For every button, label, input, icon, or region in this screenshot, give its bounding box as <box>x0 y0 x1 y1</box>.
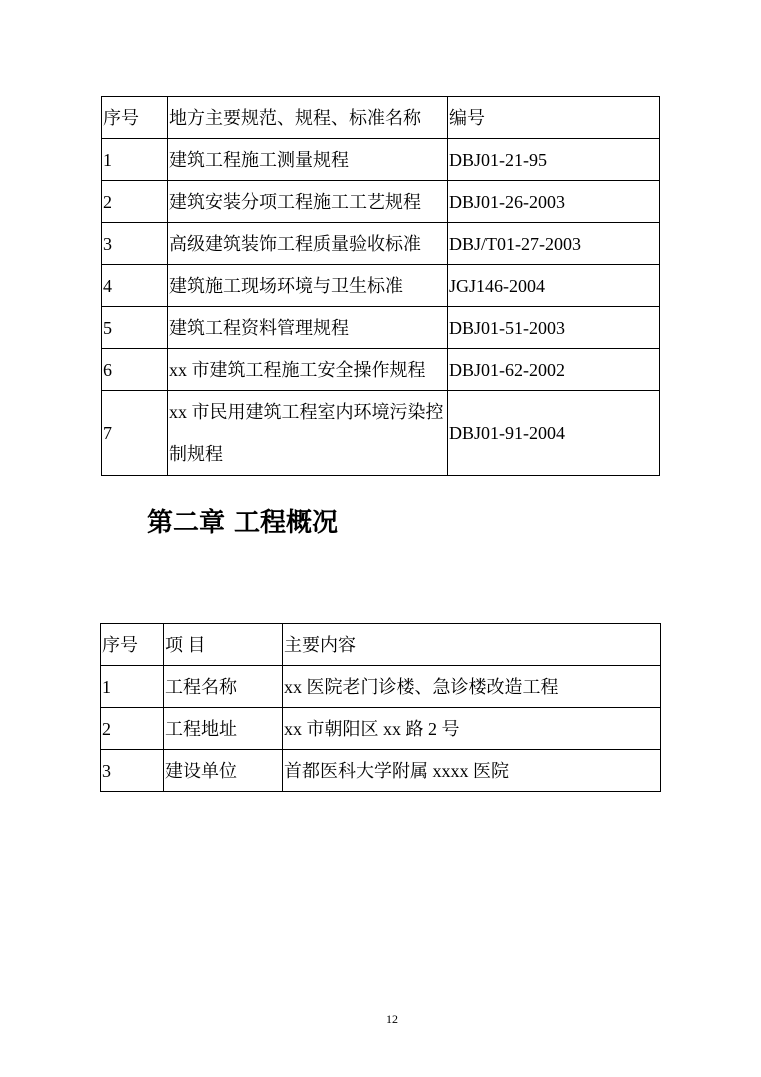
table-cell: 建筑施工现场环境与卫生标准 <box>168 265 448 307</box>
table-row <box>102 265 660 307</box>
table-cell: JGJ146-2004 <box>448 265 660 307</box>
table-row <box>102 181 660 223</box>
table-cell: 首都医科大学附属 xxxx 医院 <box>283 750 661 792</box>
table-cell: 3 <box>102 223 168 265</box>
table-cell: 建筑工程资料管理规程 <box>168 307 448 349</box>
table-cell: 建设单位 <box>164 750 283 792</box>
table-cell: DBJ01-62-2002 <box>448 349 660 391</box>
table-row <box>101 708 661 750</box>
standards-table <box>101 96 660 476</box>
table-row <box>102 391 660 476</box>
table-cell: xx 市建筑工程施工安全操作规程 <box>168 349 448 391</box>
table-row <box>102 139 660 181</box>
table-cell: DBJ01-51-2003 <box>448 307 660 349</box>
table-cell: DBJ01-26-2003 <box>448 181 660 223</box>
table-cell: 1 <box>101 666 164 708</box>
page-number: 12 <box>386 1012 398 1026</box>
header-cell: 地方主要规范、规程、标准名称 <box>168 97 448 139</box>
table-cell: 1 <box>102 139 168 181</box>
project-overview-table <box>100 623 661 792</box>
table-cell: 高级建筑装饰工程质量验收标准 <box>168 223 448 265</box>
header-cell: 序号 <box>102 97 168 139</box>
table-cell: xx 市民用建筑工程室内环境污染控制规程 <box>168 391 448 476</box>
table-cell: 7 <box>102 391 168 476</box>
table-header-row <box>101 624 661 666</box>
table-cell: 2 <box>102 181 168 223</box>
table-cell: 4 <box>102 265 168 307</box>
header-cell: 编号 <box>448 97 660 139</box>
header-cell: 主要内容 <box>283 624 661 666</box>
table-cell: 工程地址 <box>164 708 283 750</box>
table-cell: xx 医院老门诊楼、急诊楼改造工程 <box>283 666 661 708</box>
table-cell: 建筑工程施工测量规程 <box>168 139 448 181</box>
table-row <box>101 666 661 708</box>
header-cell: 项 目 <box>164 624 283 666</box>
table-cell: DBJ01-21-95 <box>448 139 660 181</box>
chapter-title: 第二章 工程概况 <box>147 508 339 538</box>
table-cell: DBJ/T01-27-2003 <box>448 223 660 265</box>
table-cell: DBJ01-91-2004 <box>448 391 660 476</box>
table-row <box>102 349 660 391</box>
header-cell: 序号 <box>101 624 164 666</box>
table-cell: xx 市朝阳区 xx 路 2 号 <box>283 708 661 750</box>
table-cell: 6 <box>102 349 168 391</box>
table-cell: 建筑安装分项工程施工工艺规程 <box>168 181 448 223</box>
table-row <box>102 223 660 265</box>
table-cell: 工程名称 <box>164 666 283 708</box>
table-row <box>101 750 661 792</box>
table-cell: 5 <box>102 307 168 349</box>
table-header-row <box>102 97 660 139</box>
table-row <box>102 307 660 349</box>
table-cell: 2 <box>101 708 164 750</box>
table-cell: 3 <box>101 750 164 792</box>
